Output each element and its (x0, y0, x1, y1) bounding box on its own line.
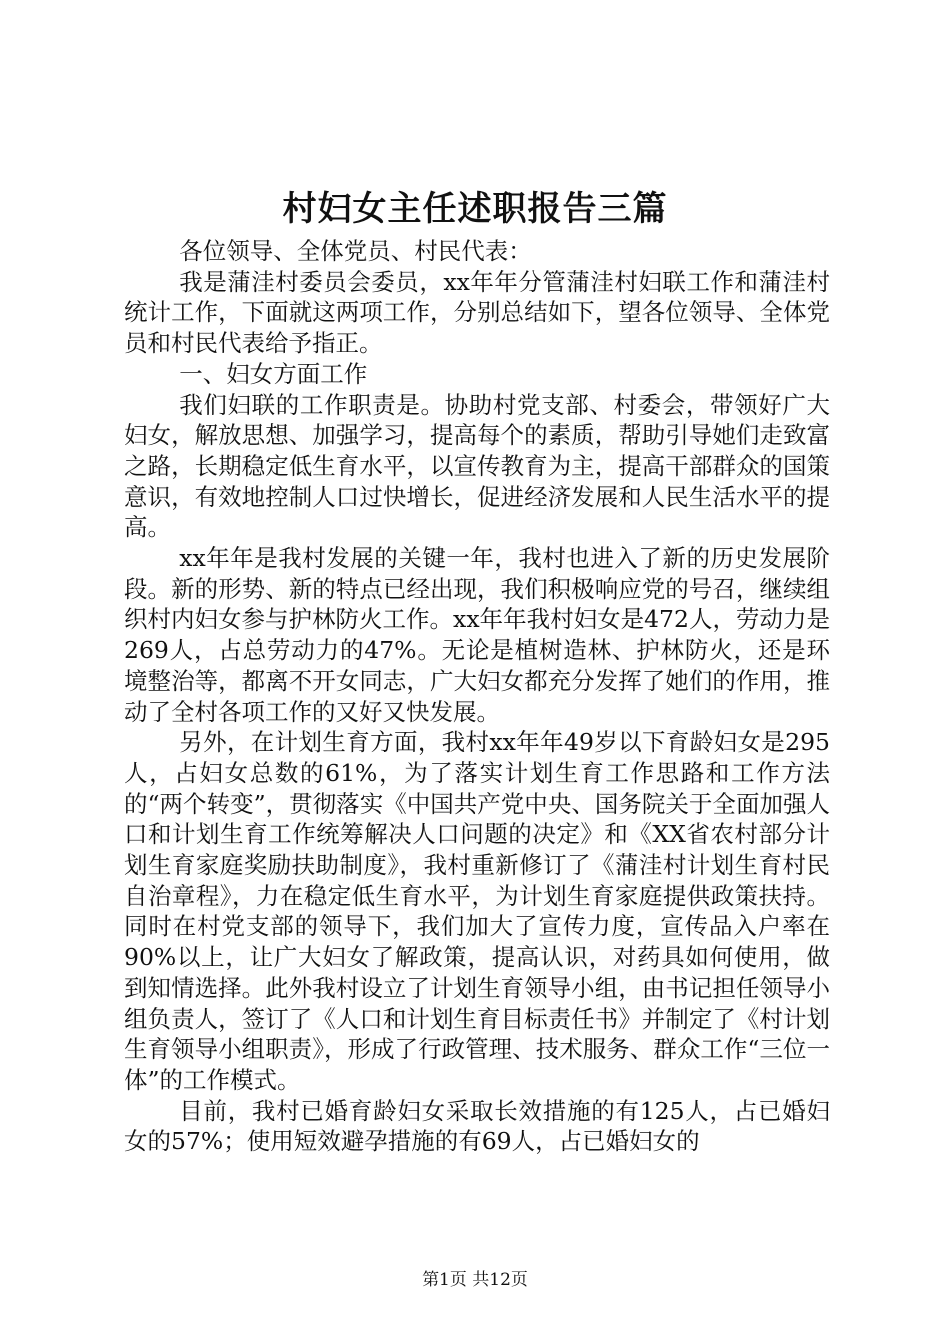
body-paragraph: 目前，我村已婚育龄妇女采取长效措施的有125人，占已婚妇女的57%；使用短效避孕措施的有69人，占已婚妇女的 (124, 1096, 830, 1156)
body-paragraph: xx年年是我村发展的关键一年，我村也进入了新的历史发展阶段。新的形势、新的特点已经出现，我们积极响应党的号召，继续组织村内妇女参与护林防火工作。xx年年我村妇女是472人，劳动力是269人，占总劳动力的47%。无论是植树造林、护林防火，还是环境整治等，都离不开女同志，广大妇女都充分发挥了她们的作用，推动了全村各项工作的又好又快发展。 (124, 544, 830, 726)
salutation-paragraph: 各位领导、全体党员、村民代表： (179, 237, 532, 265)
page-footer: 第1页 共12页 (422, 1270, 528, 1290)
body-paragraph: 我们妇联的工作职责是。协助村党支部、村委会，带领好广大妇女，解放思想、加强学习，提高每个的素质，帮助引导她们走致富之路，长期稳定低生育水平，以宣传教育为主，提高干部群众的国策意识，有效地控制人口过快增长，促进经济发展和人民生活水平的提高。 (124, 390, 830, 542)
intro-paragraph: 我是蒲洼村委员会委员，xx年年分管蒲洼村妇联工作和蒲洼村统计工作，下面就这两项工作，分别总结如下，望各位领导、全体党员和村民代表给予指正。 (124, 267, 830, 358)
section-heading: 一、妇女方面工作 (179, 359, 368, 388)
document-title: 村妇女主任述职报告三篇 (282, 189, 668, 229)
body-paragraph: 另外，在计划生育方面，我村xx年年49岁以下育龄妇女是295人，占妇女总数的61%，为了落实计划生育工作思路和工作方法的“两个转变”，贯彻落实《中国共产党中央、国务院关于全面加强人口和计划生育工作统筹解决人口问题的决定》和《XX省农村部分计划生育家庭奖励扶助制度》，我村重新修订了《蒲洼村计划生育村民自治章程》，力在稳定低生育水平，为计划生育家庭提供政策扶持。同时在村党支部的领导下，我们加大了宣传力度，宣传品入户率在90%以上，让广大妇女了解政策，提高认识，对药具如何使用，做到知情选择。此外我村设立了计划生育领导小组，由书记担任领导小组负责人，签订了《人口和计划生育目标责任书》并制定了《村计划生育领导小组职责》，形成了行政管理、技术服务、群众工作“三位一体”的工作模式。 (124, 728, 830, 1094)
document-body (124, 236, 830, 1157)
